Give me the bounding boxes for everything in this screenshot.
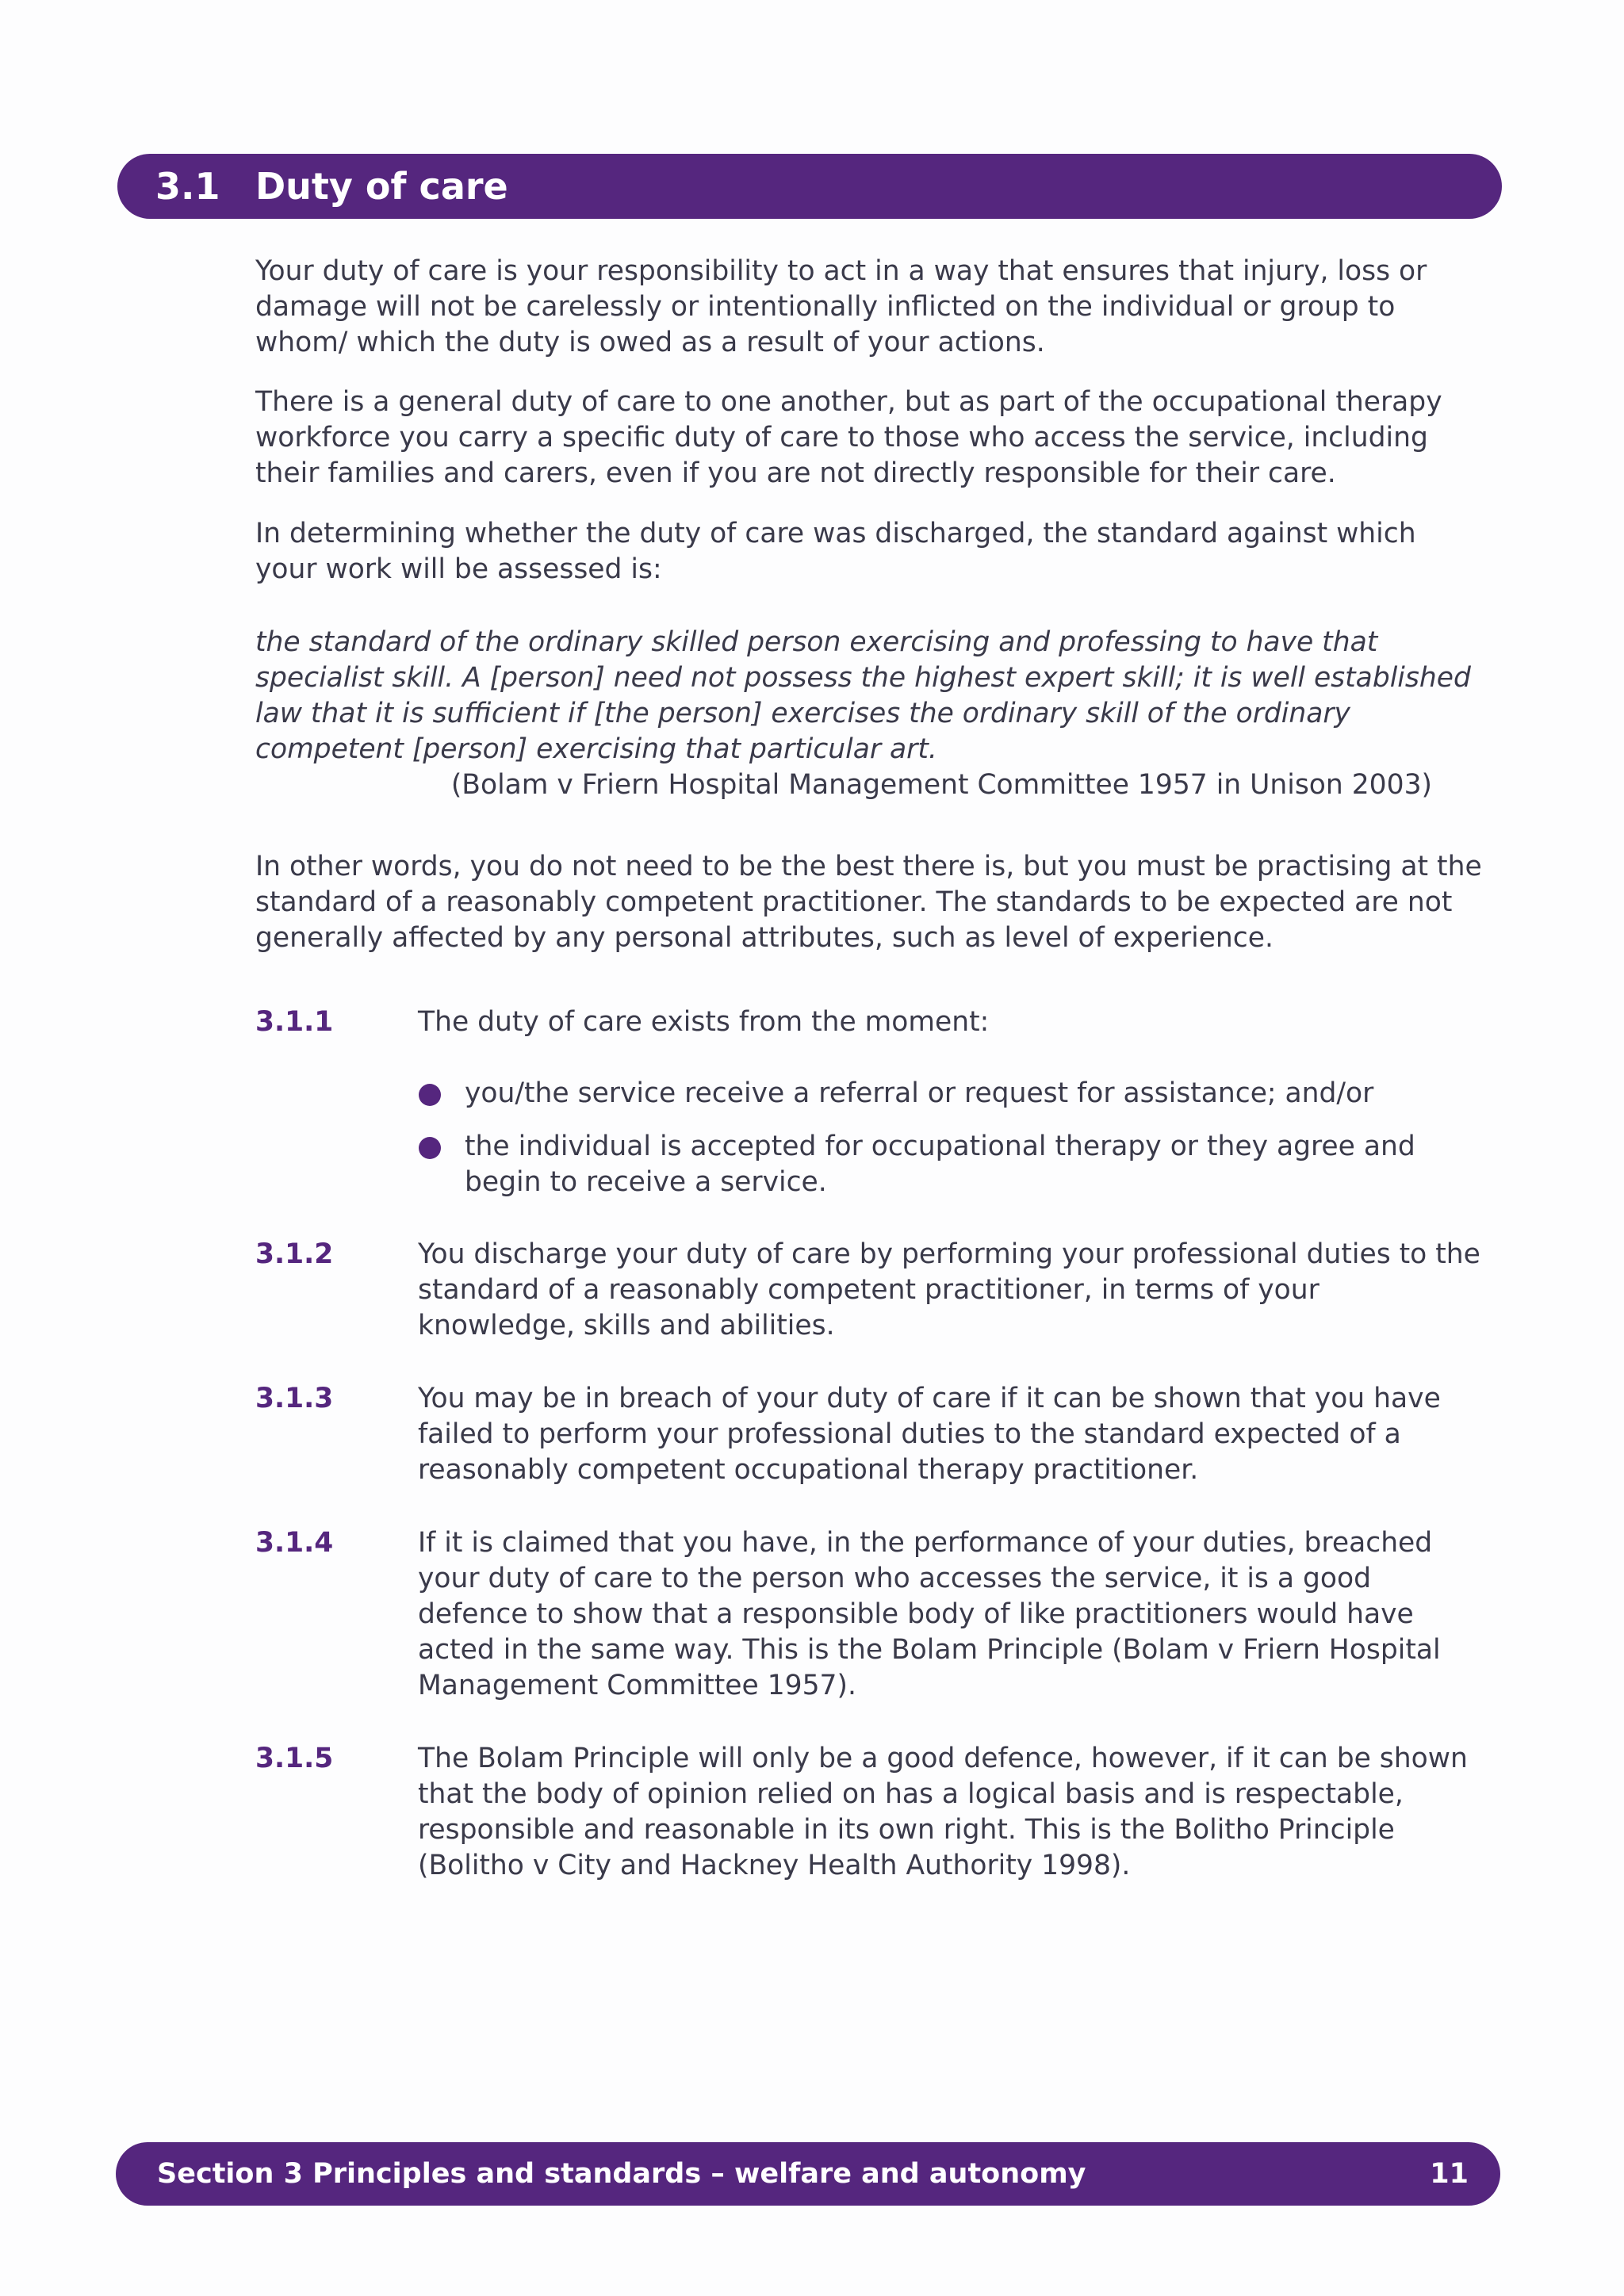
section-heading-number: 3.1	[155, 165, 220, 208]
legal-quote: the standard of the ordinary skilled person exercising and professing to have that specialist skill. A [person] need not possess the highest expert skill; it is well established law that it is sufficient if [the person] exercises the ordinary skill of the ordinary competent [person] exercising that particular art.	[255, 626, 1471, 765]
quote-citation: (Bolam v Friern Hospital Management Committee 1957 in Unison 2003)	[450, 769, 1432, 801]
bullet-dot	[419, 1084, 441, 1106]
paragraph-summary: In other words, you do not need to be the best there is, but you must be practising at the standard of a reasonably competent practitioner. The standards to be expected are not generally affected by any personal attributes, such as level of experience.	[255, 851, 1482, 954]
footer-section-label: Section 3 Principles and standards – welfare and autonomy	[157, 2158, 1086, 2190]
footer-bar	[116, 2142, 1500, 2206]
clause-number: 3.1.2	[255, 1238, 334, 1270]
clause-text: If it is claimed that you have, in the performance of your duties, breached your duty of care to the person who accesses the service, it is a good defence to show that a responsible body of like practitioners would have acted in the same way. This is the Bolam Principle (Bolam v Friern Hospital Management Committee 1957).	[418, 1527, 1441, 1701]
bullet-item: the individual is accepted for occupational therapy or they agree and begin to receive a service.	[465, 1131, 1415, 1198]
clause-number: 3.1.1	[255, 1006, 334, 1038]
section-heading-bar	[117, 154, 1502, 219]
clause-text: The Bolam Principle will only be a good defence, however, if it can be shown that the body of opinion relied on has a logical basis and is respectable, responsible and reasonable in its own right. This is the Bolitho Principle (Bolitho v City and Hackney Health Authority 1998).	[418, 1743, 1468, 1881]
clause-text: You may be in breach of your duty of care if it can be shown that you have failed to perform your professional duties to the standard expected of a reasonably competent occupational therapy practitioner.	[418, 1383, 1441, 1486]
bullet-item: you/the service receive a referral or request for assistance; and/or	[465, 1077, 1374, 1109]
clause-number: 3.1.5	[255, 1743, 334, 1774]
clause-number: 3.1.4	[255, 1527, 334, 1559]
clause-text: You discharge your duty of care by performing your professional duties to the standard of a reasonably competent practitioner, in terms of your knowledge, skills and abilities.	[418, 1238, 1480, 1341]
clause-text: The duty of care exists from the moment:	[418, 1006, 990, 1038]
paragraph-duty-definition: Your duty of care is your responsibility to act in a way that ensures that injury, loss or damage will not be carelessly or intentionally inflicted on the individual or group to whom/ which the duty is owed as a result of your actions.	[255, 255, 1427, 358]
page-number: 11	[1430, 2158, 1469, 2190]
bullet-dot	[419, 1137, 441, 1159]
clause-number: 3.1.3	[255, 1383, 334, 1414]
paragraph-standard-intro: In determining whether the duty of care was discharged, the standard against which your work will be assessed is:	[255, 518, 1416, 585]
section-heading-title: Duty of care	[255, 165, 508, 208]
paragraph-general-duty: There is a general duty of care to one another, but as part of the occupational therapy workforce you carry a specific duty of care to those who access the service, including their families and carers, even if you are not directly responsible for their care.	[255, 386, 1442, 489]
